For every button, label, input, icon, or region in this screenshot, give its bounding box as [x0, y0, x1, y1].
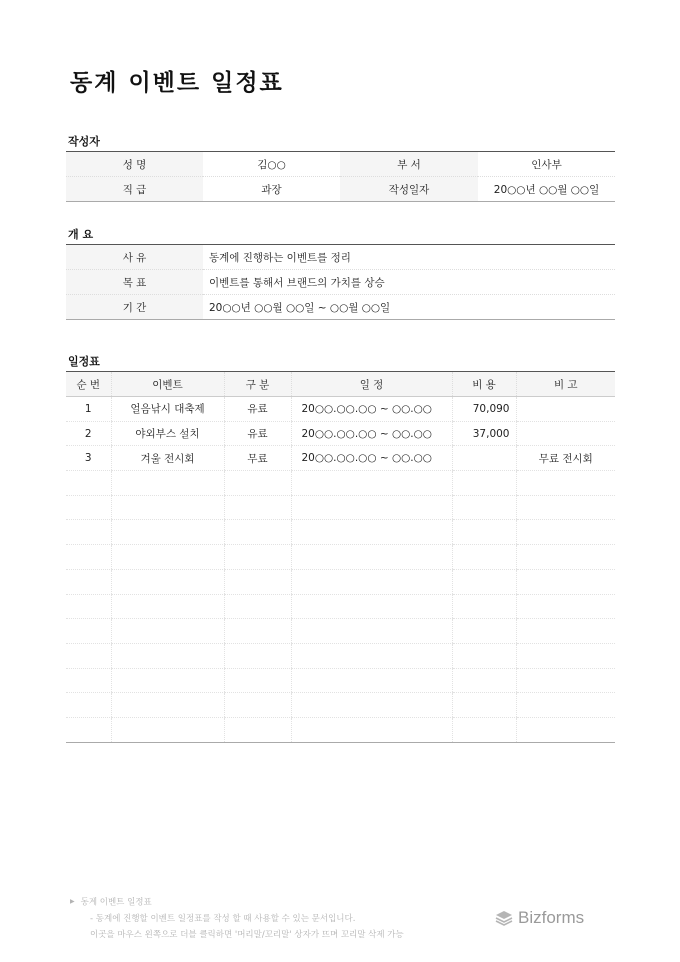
table-row: [66, 245, 615, 270]
empty-table-row: [66, 569, 615, 594]
empty-table-row: [66, 619, 615, 644]
cell-date: 20○○.○○.○○ ~ ○○.○○: [291, 446, 452, 471]
triangle-bullet-icon: ▶: [70, 898, 75, 905]
author-info-table: [66, 151, 615, 202]
cell-note: 무료 전시회: [516, 446, 615, 471]
cell-note: [516, 397, 615, 422]
cell-cost: 70,090: [452, 397, 516, 422]
cell-date: 20○○.○○.○○ ~ ○○.○○: [291, 421, 452, 446]
cell-no: 1: [66, 397, 111, 422]
goal-value: 이벤트를 통해서 브랜드의 가치를 상승: [203, 270, 615, 295]
cell-type: 유료: [224, 421, 291, 446]
col-header-type: 구 분: [224, 372, 291, 397]
col-header-event: 이벤트: [111, 372, 224, 397]
col-header-cost: 비 용: [452, 372, 516, 397]
rank-label: 직 급: [66, 177, 203, 202]
empty-table-row: [66, 471, 615, 496]
department-label: 부 서: [340, 152, 478, 177]
cell-cost: 37,000: [452, 421, 516, 446]
footer-note[interactable]: [70, 894, 404, 943]
table-row: [66, 152, 615, 177]
date-written-label: 작성일자: [340, 177, 478, 202]
goal-label: 목 표: [66, 270, 203, 295]
cell-event: 야외부스 설치: [111, 421, 224, 446]
table-row: [66, 270, 615, 295]
rank-value: 과장: [261, 183, 282, 196]
table-row: [66, 295, 615, 320]
date-written-value: 20○○년 ○○월 ○○일: [493, 183, 600, 196]
cell-note: [516, 421, 615, 446]
table-header-row: [66, 372, 615, 397]
reason-value: 동계에 진행하는 이벤트를 정리: [203, 245, 615, 270]
department-value: 인사부: [478, 152, 615, 177]
table-row: [66, 397, 615, 422]
empty-table-row: [66, 520, 615, 545]
empty-table-row: [66, 693, 615, 718]
overview-section-label: 개 요: [68, 228, 94, 241]
period-value: 20○○년 ○○월 ○○일 ~ ○○월 ○○일: [209, 301, 391, 314]
period-label: 기 간: [66, 295, 203, 320]
cell-type: 유료: [224, 397, 291, 422]
col-header-note: 비 고: [516, 372, 615, 397]
bizforms-logo-icon: [495, 910, 513, 926]
empty-table-row: [66, 668, 615, 693]
cell-event: 얼음낚시 대축제: [111, 397, 224, 422]
name-label: 성 명: [66, 152, 203, 177]
cell-no: 3: [66, 446, 111, 471]
author-section-label: 작성자: [68, 135, 100, 148]
empty-table-row: [66, 545, 615, 570]
footer-description: - 동계에 진행할 이벤트 일정표를 작성 할 때 사용할 수 있는 문서입니다.: [90, 913, 356, 924]
document-title: 동계 이벤트 일정표: [70, 70, 284, 96]
cell-type: 무료: [224, 446, 291, 471]
footer-instruction: 이곳을 마우스 왼쪽으로 더블 클릭하면 '머리말/꼬리말' 상자가 뜨며 꼬리말 삭제 가능: [90, 929, 404, 940]
empty-table-row: [66, 594, 615, 619]
bizforms-logo: [495, 908, 584, 928]
name-value: 김○○: [203, 152, 340, 177]
reason-label: 사 유: [66, 245, 203, 270]
overview-table: [66, 244, 615, 320]
schedule-section-label: 일정표: [68, 355, 100, 368]
empty-table-row: [66, 495, 615, 520]
table-row: [66, 421, 615, 446]
cell-cost: [452, 446, 516, 471]
schedule-table: [66, 371, 615, 743]
empty-table-row: [66, 643, 615, 668]
table-row: [66, 177, 615, 202]
cell-event: 겨울 전시회: [111, 446, 224, 471]
table-row: [66, 446, 615, 471]
cell-no: 2: [66, 421, 111, 446]
col-header-date: 일 정: [291, 372, 452, 397]
cell-date: 20○○.○○.○○ ~ ○○.○○: [291, 397, 452, 422]
footer-title: 동계 이벤트 일정표: [80, 897, 152, 908]
col-header-no: 순 번: [66, 372, 111, 397]
bizforms-logo-text: Bizforms: [518, 908, 585, 927]
empty-table-row: [66, 717, 615, 742]
